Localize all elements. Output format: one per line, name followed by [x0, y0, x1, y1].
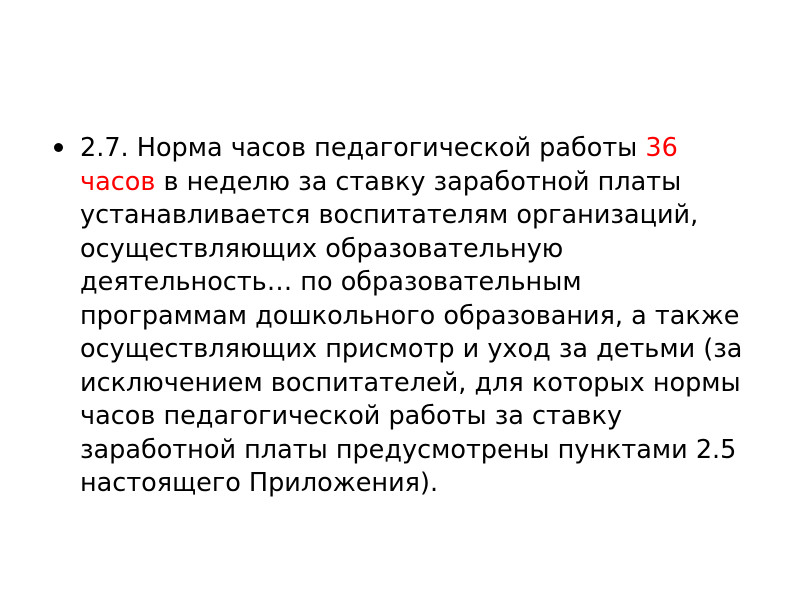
content-placeholder	[46, 132, 746, 501]
highlighted-text: 36 часов	[80, 133, 678, 197]
list-item	[46, 132, 746, 501]
body-text-run: 2.7. Норма часов педагогической работы	[80, 133, 646, 163]
paragraph-text	[80, 133, 742, 498]
bullet-point-icon	[54, 143, 63, 152]
body-text-run: в неделю за ставку заработной платы устанавливается воспитателям организаций, осуществляющих образовательную деятельность… по образовательным программам дошкольного образования, а также осуществляющих присмотр и уход за детьми (за исключением воспитателей, для которых нормы часов педагогической работы за ставку заработной платы предусмотрены пунктами 2.5 настоящего Приложения).	[80, 166, 743, 498]
